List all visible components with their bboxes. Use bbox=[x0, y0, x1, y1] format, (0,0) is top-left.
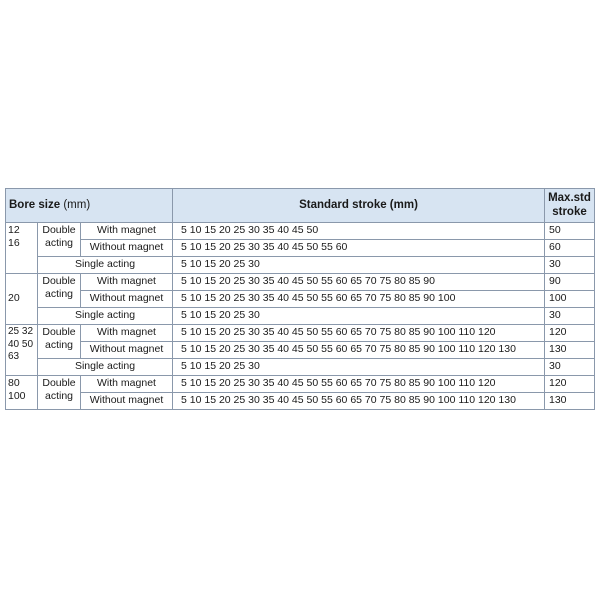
bore-value: 80 bbox=[8, 377, 20, 389]
double-acting-label-line2: acting bbox=[44, 288, 74, 301]
bore-size-cell bbox=[6, 274, 38, 325]
without-magnet-label: Without magnet bbox=[81, 240, 173, 257]
single-acting-label: Single acting bbox=[38, 257, 173, 274]
table-row bbox=[6, 240, 595, 257]
bore-value: 25 32 bbox=[8, 326, 34, 337]
max-stroke-value: 130 bbox=[545, 393, 595, 410]
stroke-values: 5 10 15 20 25 30 35 40 45 50 55 60 65 70 75 80 85 90 100 110 120 130 bbox=[173, 393, 545, 410]
double-acting-label-line1: Double bbox=[42, 377, 76, 389]
bore-value: 40 50 bbox=[8, 338, 34, 350]
without-magnet-label: Without magnet bbox=[81, 291, 173, 308]
double-acting-cell bbox=[38, 376, 81, 410]
table-row bbox=[6, 274, 595, 291]
max-stroke-value: 130 bbox=[545, 342, 595, 359]
single-acting-label: Single acting bbox=[38, 308, 173, 325]
max-stroke-value: 120 bbox=[545, 325, 595, 342]
stroke-values: 5 10 15 20 25 30 35 40 45 50 55 60 65 70 75 80 85 90 100 110 120 130 bbox=[173, 342, 545, 359]
bore-value: 63 bbox=[8, 351, 20, 362]
stroke-values: 5 10 15 20 25 30 bbox=[173, 257, 545, 274]
stroke-values: 5 10 15 20 25 30 35 40 45 50 55 60 65 70 75 80 85 90 100 bbox=[173, 291, 545, 308]
double-acting-cell bbox=[38, 223, 81, 257]
stroke-values: 5 10 15 20 25 30 bbox=[173, 308, 545, 325]
double-acting-label-line2: acting bbox=[44, 390, 74, 403]
bore-size-cell bbox=[6, 376, 38, 410]
header-row bbox=[6, 189, 595, 223]
bore-value: 100 bbox=[8, 390, 26, 403]
table-row bbox=[6, 359, 595, 376]
max-stroke-value: 30 bbox=[545, 257, 595, 274]
bore-value: 20 bbox=[8, 292, 20, 305]
bore-size-cell bbox=[6, 223, 38, 274]
double-acting-label-line1: Double bbox=[42, 326, 76, 338]
max-stroke-value: 120 bbox=[545, 376, 595, 393]
table-row bbox=[6, 291, 595, 308]
table-row bbox=[6, 308, 595, 325]
without-magnet-label: Without magnet bbox=[81, 342, 173, 359]
max-stroke-header bbox=[545, 189, 595, 223]
bore-size-header bbox=[6, 189, 173, 223]
table-row bbox=[6, 393, 595, 410]
max-stroke-value: 60 bbox=[545, 240, 595, 257]
with-magnet-label: With magnet bbox=[81, 376, 173, 393]
double-acting-cell bbox=[38, 274, 81, 308]
stroke-values: 5 10 15 20 25 30 35 40 45 50 bbox=[173, 223, 545, 240]
with-magnet-label: With magnet bbox=[81, 274, 173, 291]
double-acting-label-line2: acting bbox=[44, 339, 74, 352]
with-magnet-label: With magnet bbox=[81, 325, 173, 342]
max-stroke-value: 50 bbox=[545, 223, 595, 240]
bore-value: 12 bbox=[8, 224, 20, 236]
standard-stroke-header: Standard stroke (mm) bbox=[173, 189, 545, 223]
table-row bbox=[6, 223, 595, 240]
bore-size-label: Bore size bbox=[9, 199, 61, 212]
table-row bbox=[6, 257, 595, 274]
stroke-values: 5 10 15 20 25 30 35 40 45 50 55 60 bbox=[173, 240, 545, 257]
stroke-values: 5 10 15 20 25 30 35 40 45 50 55 60 65 70 75 80 85 90 100 110 120 bbox=[173, 376, 545, 393]
bore-size-cell bbox=[6, 325, 38, 376]
double-acting-label-line2: acting bbox=[44, 237, 74, 250]
without-magnet-label: Without magnet bbox=[81, 393, 173, 410]
bore-size-unit: (mm) bbox=[63, 199, 91, 212]
stroke-values: 5 10 15 20 25 30 bbox=[173, 359, 545, 376]
table-row bbox=[6, 325, 595, 342]
table-row bbox=[6, 342, 595, 359]
max-stroke-value: 30 bbox=[545, 308, 595, 325]
stroke-values: 5 10 15 20 25 30 35 40 45 50 55 60 65 70 75 80 85 90 bbox=[173, 274, 545, 291]
max-stroke-header-line2: stroke bbox=[552, 205, 587, 218]
max-stroke-value: 100 bbox=[545, 291, 595, 308]
bore-value: 16 bbox=[8, 237, 20, 250]
with-magnet-label: With magnet bbox=[81, 223, 173, 240]
stroke-table bbox=[5, 188, 595, 410]
double-acting-label-line1: Double bbox=[42, 275, 76, 287]
max-stroke-value: 30 bbox=[545, 359, 595, 376]
max-stroke-header-line1: Max.std bbox=[548, 192, 591, 205]
double-acting-cell bbox=[38, 325, 81, 359]
single-acting-label: Single acting bbox=[38, 359, 173, 376]
stroke-values: 5 10 15 20 25 30 35 40 45 50 55 60 65 70 75 80 85 90 100 110 120 bbox=[173, 325, 545, 342]
double-acting-label-line1: Double bbox=[42, 224, 76, 236]
table-row bbox=[6, 376, 595, 393]
max-stroke-value: 90 bbox=[545, 274, 595, 291]
